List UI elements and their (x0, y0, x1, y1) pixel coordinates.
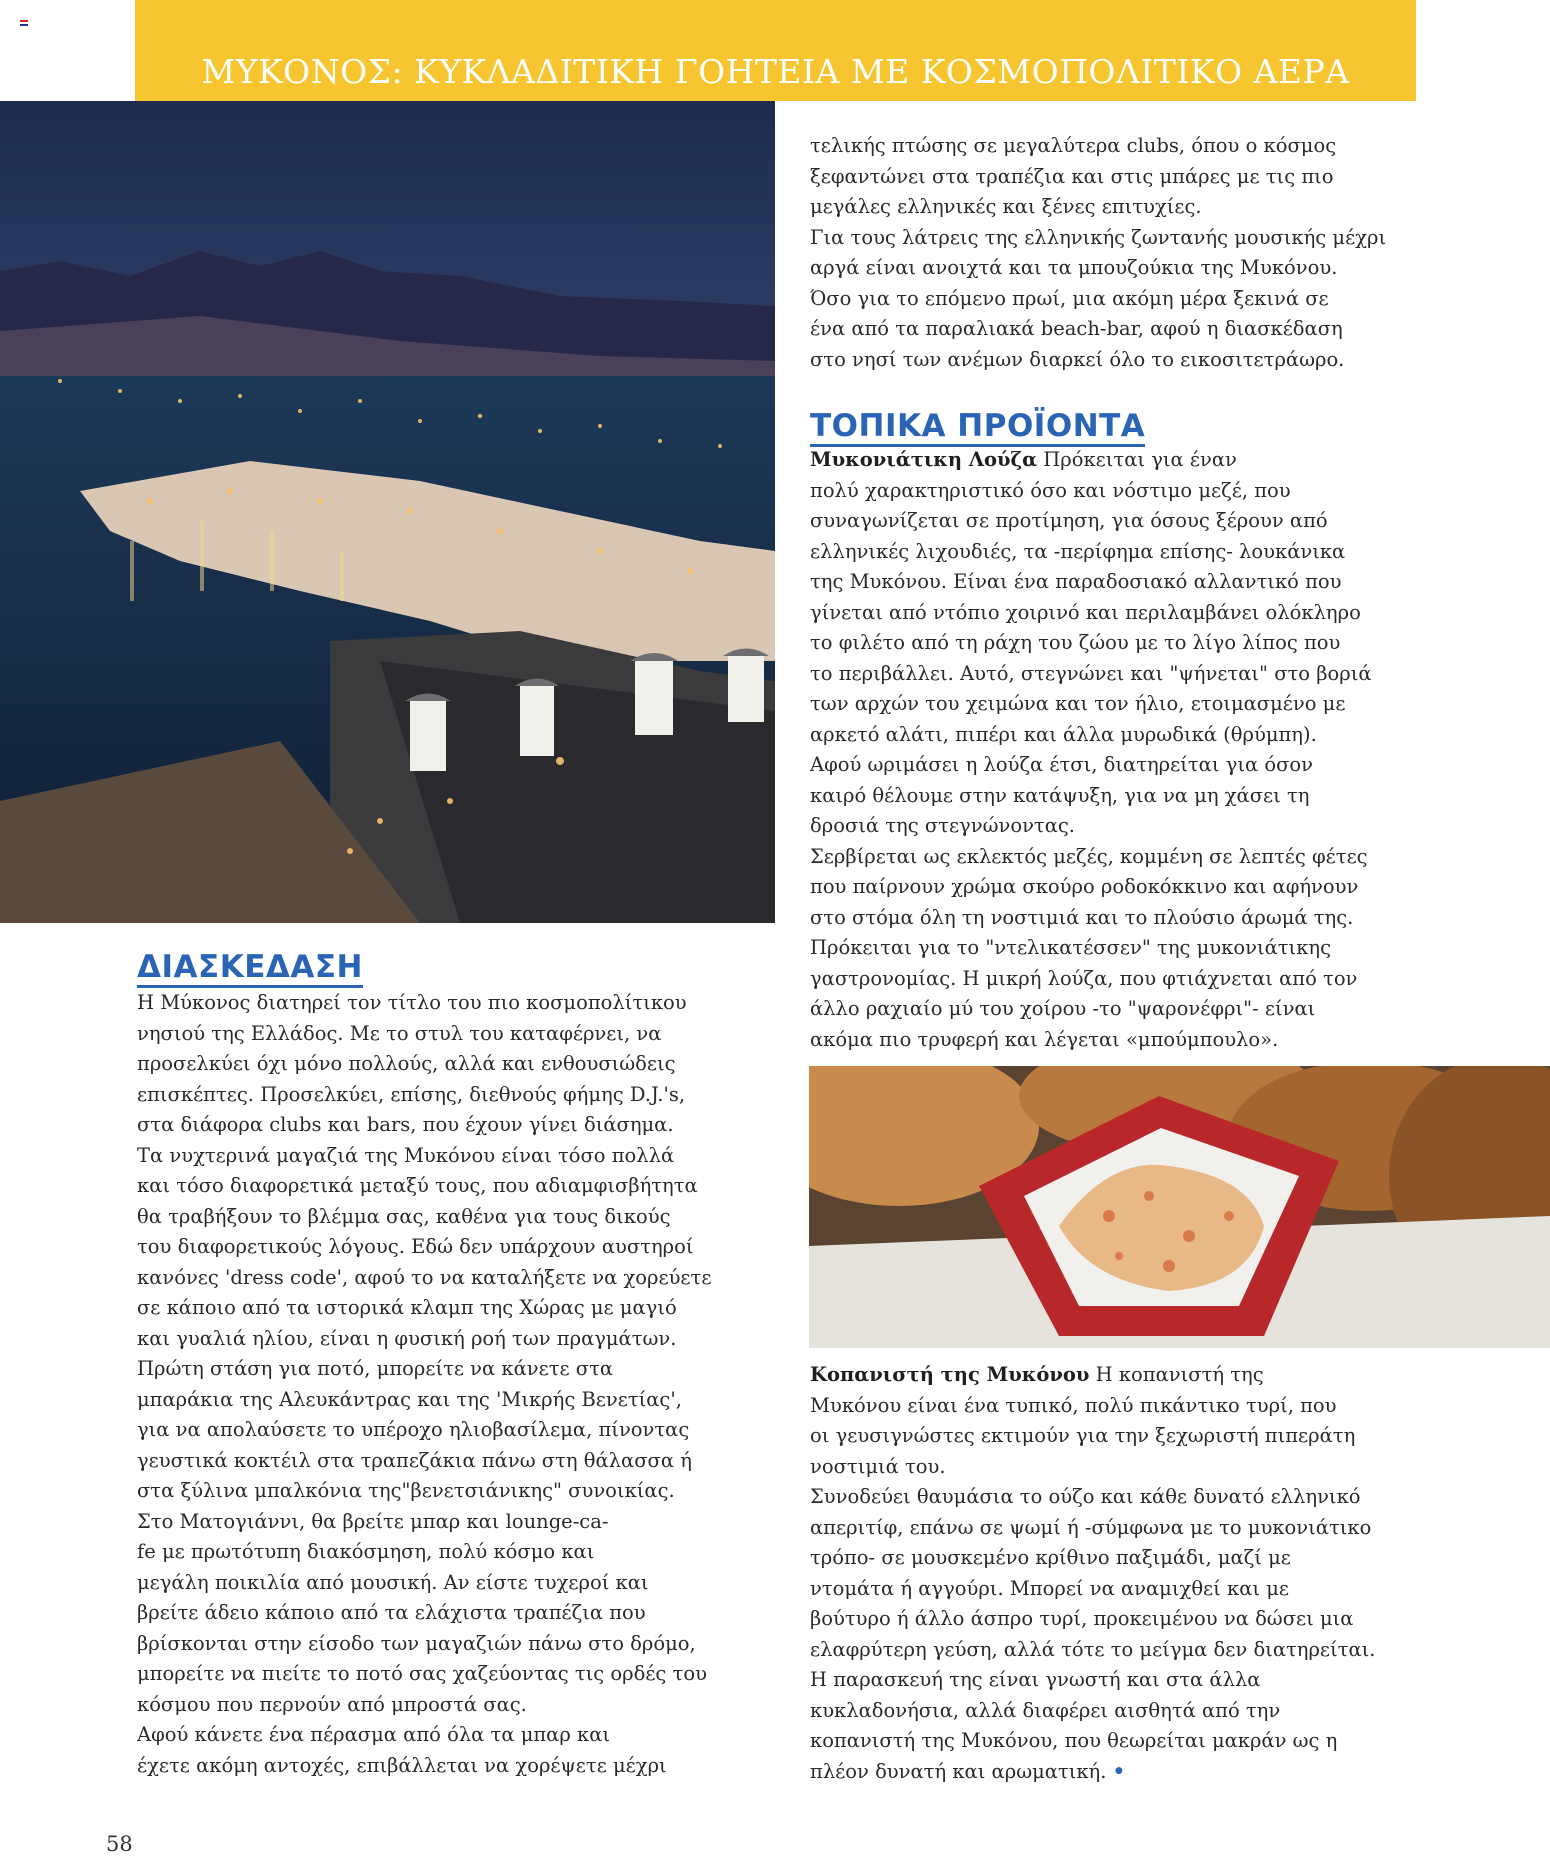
text-line: βρείτε άδειο κάποιο από τα ελάχιστα τραπέζια που (137, 1601, 646, 1624)
text-line: του διαφορετικούς λόγους. Εδώ δεν υπάρχουν αυστηροί (137, 1235, 694, 1258)
text-line: βούτυρο ή άλλο άσπρο τυρί, προκειμένου να δώσει μια (810, 1607, 1354, 1630)
louza-paragraph (810, 445, 1420, 1055)
text-line: των αρχών του χειμώνα και τον ήλιο, ετοιμασμένο με (810, 692, 1346, 715)
text-line: Αφού κάνετε ένα πέρασμα από όλα τα μπαρ και (137, 1723, 611, 1746)
text-line: Η Μύκονος διατηρεί τον τίτλο του πιο κοσμοπολίτικου (137, 991, 687, 1014)
text-line: ξεφαντώνει στα τραπέζια και στις μπάρες με τις πιο (810, 164, 1334, 188)
text-line: αργά είναι ανοιχτά και τα μπουζούκια της Μυκόνου. (810, 256, 1338, 279)
text-line: fe με πρωτότυπη διακόσμηση, πολύ κόσμο και (137, 1540, 595, 1563)
text-line: κοπανιστή της Μυκόνου, που θεωρείται μακράν ως η (810, 1729, 1338, 1752)
continuation-paragraph (810, 131, 1420, 375)
text-line: Πρόκειται για το "ντελικατέσσεν" της μυκονιάτικης (810, 936, 1331, 959)
text-line: Στο Ματογιάννι, θα βρείτε μπαρ και lounge-ca- (137, 1509, 609, 1533)
text-line: ακόμα πιο τρυφερή και λέγεται «μπούμπουλο». (810, 1027, 1279, 1051)
text-line: Συνοδεύει θαυμάσια το ούζο και κάθε δυνατό ελληνικό (810, 1485, 1361, 1508)
section-heading-diaskedasi: ΔΙΑΣΚΕΔΑΣΗ (137, 950, 363, 988)
page-title: ΜΥΚΟΝΟΣ: ΚΥΚΛΑΔΙΤΙΚΗ ΓΟΗΤΕΙΑ ΜΕ ΚΟΣΜΟΠΟΛΙΤΙΚΟ ΑΕΡΑ (201, 52, 1350, 91)
text-line: Η παρασκευή της είναι γνωστή και στα άλλα (810, 1668, 1261, 1691)
text-line: οι γευσιγνώστες εκτιμούν για την ξεχωριστή πιπεράτη (810, 1424, 1356, 1447)
text-line: θα τραβήξουν το βλέμμα σας, καθένα για τους δικούς (137, 1204, 671, 1228)
kopanisti-photo (809, 1066, 1550, 1348)
text-line: ντομάτα ή αγγούρι. Μπορεί να αναμιχθεί και με (810, 1576, 1289, 1600)
text-line: νοστιμιά του. (810, 1454, 946, 1478)
article-column-right-continuation (810, 131, 1420, 375)
text-line: σε κάποιο από τα ιστορικά κλαμπ της Χώρας με μαγιό (137, 1296, 677, 1319)
text-line: Μυκόνου είναι ένα τυπικό, πολύ πικάντικο τυρί, που (810, 1393, 1337, 1417)
article-column-right-louza (810, 445, 1420, 1055)
text-line: ένα από τα παραλιακά beach-bar, αφού η διασκέδαση (810, 317, 1343, 340)
diaskedasi-paragraph (137, 988, 757, 1781)
article-column-left (137, 988, 757, 1781)
text-line: στα διάφορα clubs και bars, που έχουν γίνει διάσημα. (137, 1113, 674, 1136)
text-line: γαστρονομίας. Η μικρή λούζα, που φτιάχνεται από τον (810, 966, 1358, 990)
text-line: συναγωνίζεται σε προτίμηση, για όσους ξέρουν από (810, 509, 1328, 532)
text-line: στο νησί των ανέμων διαρκεί όλο το εικοσιτετράωρο. (810, 347, 1345, 371)
text-line: γευστικά κοκτέιλ στα τραπεζάκια πάνω στη θάλασσα ή (137, 1448, 692, 1472)
end-mark: • (1112, 1759, 1126, 1783)
section-heading-proionta: ΤΟΠΙΚΑ ΠΡΟΪΟΝΤΑ (810, 409, 1145, 447)
text-line: στα ξύλινα μπαλκόνια της"βενετσιάνικης" συνοικίας. (137, 1479, 675, 1502)
text-line: ελληνικές λιχουδιές, τα -περίφημα επίσης- λουκάνικα (810, 539, 1346, 563)
text-line: και γυαλιά ηλίου, είναι η φυσική ροή των πραγμάτων. (137, 1326, 677, 1350)
text-line: βρίσκονται στην είσοδο των μαγαζιών πάνω στο δρόμο, (137, 1631, 696, 1655)
text-line: Πρώτη στάση για ποτό, μπορείτε να κάνετε στα (137, 1357, 614, 1380)
text-line: και τόσο διαφορετικά μεταξύ τους, που αδιαμφισβήτητα (137, 1174, 698, 1197)
text-line: το φιλέτο από τη ράχη του ζώου με το λίγο λίπος που (810, 631, 1341, 654)
kopanisti-first-text: Η κοπανιστή της (1089, 1363, 1264, 1386)
text-line: Για τους λάτρεις της ελληνικής ζωντανής μουσικής μέχρι (810, 225, 1387, 249)
louza-first-line (810, 445, 1420, 476)
text-line: της Μυκόνου. Είναι ένα παραδοσιακό αλλαντικό που (810, 570, 1342, 593)
text-line: μπαράκια της Αλευκάντρας και της 'Μικρής Βενετίας', (137, 1387, 682, 1411)
article-column-right-kopanisti (810, 1360, 1420, 1787)
kopanisti-lines (810, 1391, 1420, 1757)
text-line: μπορείτε να πιείτε το ποτό σας χαζεύοντας τις ορδές του (137, 1662, 707, 1685)
text-line: νησιού της Ελλάδος. Με το στυλ του καταφέρνει, να (137, 1021, 662, 1045)
text-line: απεριτίφ, επάνω σε ψωμί ή -σύμφωνα με το μυκονιάτικο (810, 1515, 1372, 1539)
text-line: τρόπο- σε μουσκεμένο κρίθινο παξιμάδι, μαζί με (810, 1546, 1291, 1569)
text-line: Αφού ωριμάσει η λούζα έτσι, διατηρείται για όσον (810, 753, 1314, 776)
louza-lines (810, 476, 1420, 1056)
text-line: που παίρνουν χρώμα σκούρο ροδοκόκκινο και αφήνουν (810, 875, 1359, 898)
text-line: μεγάλες ελληνικές και ξένες επιτυχίες. (810, 195, 1202, 218)
text-line: τελικής πτώσης σε μεγαλύτερα clubs, όπου ο κόσμος (810, 134, 1337, 157)
text-line: μεγάλη ποικιλία από μουσική. Αν είστε τυχεροί και (137, 1570, 649, 1594)
kopanisti-term: Κοπανιστή της Μυκόνου (810, 1363, 1090, 1386)
text-line: Σερβίρεται ως εκλεκτός μεζές, κομμένη σε λεπτές φέτες (810, 844, 1368, 868)
kopanisti-last-line (810, 1757, 1420, 1788)
text-line: έχετε ακόμη αντοχές, επιβάλλεται να χορέψετε μέχρι (137, 1753, 667, 1777)
text-line: επισκέπτες. Προσελκύει, επίσης, διεθνούς φήμης D.J.'s, (137, 1082, 686, 1106)
text-line: δροσιά της στεγνώνοντας. (810, 814, 1075, 837)
text-line: κόσμου που περνούν από μπροστά σας. (137, 1692, 527, 1716)
text-line: κυκλαδονήσια, αλλά διαφέρει αισθητά από την (810, 1698, 1281, 1722)
louza-term: Μυκονιάτικη Λούζα (810, 448, 1038, 471)
kopanisti-last-text: πλέον δυνατή και αρωματική. (810, 1759, 1107, 1783)
text-line: στο στόμα όλη τη νοστιμιά και το πλούσιο άρωμά της. (810, 905, 1354, 929)
text-line: κανόνες 'dress code', αφού το να καταλήξετε να χορεύετε (137, 1265, 712, 1289)
text-line: Τα νυχτερινά μαγαζιά της Μυκόνου είναι τόσο πολλά (137, 1143, 675, 1167)
page-number: 58 (106, 1832, 133, 1856)
text-line: προσελκύει όχι μόνο πολλούς, αλλά και ενθουσιώδεις (137, 1052, 676, 1075)
flag-icon (20, 20, 28, 26)
text-line: Όσο για το επόμενο πρωί, μια ακόμη μέρα ξεκινά σε (810, 286, 1329, 310)
text-line: γίνεται από ντόπιο χοιρινό και περιλαμβάνει ολόκληρο (810, 600, 1361, 624)
kopanisti-paragraph (810, 1360, 1420, 1787)
text-line: πολύ χαρακτηριστικό όσο και νόστιμο μεζέ, που (810, 478, 1291, 502)
kopanisti-first-line (810, 1360, 1420, 1391)
text-line: ελαφρύτερη γεύση, αλλά τότε το μείγμα δεν διατηρείται. (810, 1637, 1376, 1661)
text-line: το περιβάλλει. Αυτό, στεγνώνει και "ψήνεται" στο βοριά (810, 661, 1372, 685)
text-line: καιρό θέλουμε στην κατάψυξη, για να μη χάσει τη (810, 783, 1310, 807)
text-line: αρκετό αλάτι, πιπέρι και άλλα μυρωδικά (θρύμπη). (810, 722, 1317, 746)
louza-first-text: Πρόκειται για έναν (1037, 448, 1237, 471)
text-line: άλλο ραχιαίο μύ του χοίρου -το "ψαρονέφρι"- είναι (810, 997, 1316, 1020)
mykonos-night-photo (0, 101, 775, 923)
text-line: για να απολαύσετε το υπέροχο ηλιοβασίλεμα, πίνοντας (137, 1418, 690, 1441)
title-banner (135, 0, 1416, 101)
